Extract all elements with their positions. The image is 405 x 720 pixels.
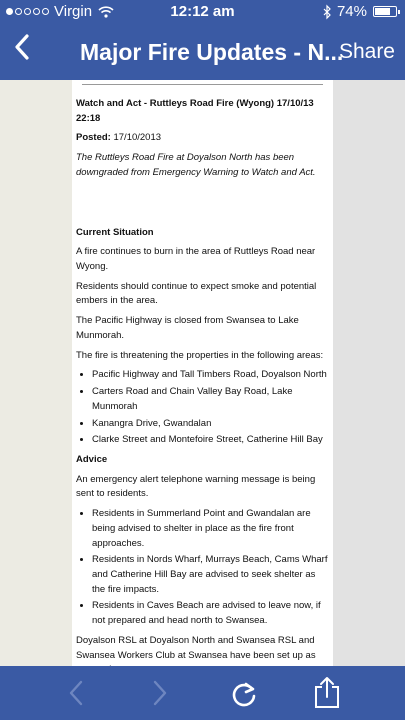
share-icon (314, 676, 340, 708)
posted-date: 17/10/2013 (113, 132, 162, 144)
right-margin (333, 80, 405, 666)
bottom-toolbar (0, 666, 405, 720)
current-situation-heading: Current Situation (76, 226, 154, 238)
advice-intro: An emergency alert telephone warning message is being sent to residents. (76, 473, 316, 500)
list-item: • Residents in Summerland Point and Gwandalan are being advised to shelter in place as the fire front approaches. (92, 507, 329, 551)
situation-paragraph: The fire is threatening the properties in the following areas: (76, 349, 324, 361)
posted-line (76, 131, 329, 146)
navigation-bar (0, 26, 405, 80)
list-item: • Residents in Caves Beach are advised to leave now, if not prepared and head north to Swansea. (92, 599, 329, 628)
arrow-right-icon (152, 680, 168, 706)
article-intro: The Ruttleys Road Fire at Doyalson North has been downgraded from Emergency Warning to Watch and Act. (76, 152, 316, 178)
browser-forward-button[interactable] (152, 680, 168, 710)
share-sheet-button[interactable] (314, 676, 340, 712)
advice-heading: Advice (76, 453, 108, 465)
refresh-icon (230, 680, 258, 708)
article-page (72, 80, 333, 666)
carrier-name: Virgin (54, 3, 93, 20)
bluetooth-icon (323, 5, 331, 19)
list-item: • Kanangra Drive, Gwandalan (92, 417, 329, 432)
arrow-left-icon (68, 680, 84, 706)
posted-label: Posted: (76, 132, 111, 144)
back-button[interactable] (14, 34, 30, 68)
closing-paragraph: Doyalson RSL at Doyalson North and Swansea RSL and Swansea Workers Club at Swansea have been set up as (76, 634, 316, 661)
situation-paragraph: Residents should continue to expect smoke and potential embers in the area. (76, 280, 317, 307)
list-item: • Pacific Highway and Tall Timbers Road, Doyalson North (92, 368, 329, 383)
left-margin (0, 80, 72, 666)
situation-paragraph: The Pacific Highway is closed from Swansea to Lake Munmorah. (76, 315, 299, 341)
list-item: • Clarke Street and Montefoire Street, Catherine Hill Bay (92, 433, 329, 448)
situation-paragraph: A fire continues to burn in the area of Ruttleys Road near Wyong. (76, 246, 316, 273)
page-title: Major Fire Updates - N... (80, 39, 344, 65)
status-bar (0, 0, 405, 24)
battery-icon (373, 6, 397, 17)
share-button[interactable]: Share (338, 40, 395, 63)
refresh-button[interactable] (230, 680, 258, 712)
threatened-areas-list (76, 368, 329, 448)
clock: 12:12 am (170, 3, 235, 20)
chevron-left-icon (14, 34, 30, 60)
browser-back-button[interactable] (68, 680, 84, 710)
battery-percent: 74% (336, 3, 367, 20)
list-item: • Residents in Nords Wharf, Murrays Beach, Cams Wharf and Catherine Hill Bay are advised to seek shelter as the fire impacts. (92, 553, 329, 597)
web-content[interactable] (0, 80, 405, 666)
advice-list (76, 507, 329, 629)
article-headline: Watch and Act - Ruttleys Road Fire (Wyong) 17/10/13 22:18 (76, 98, 314, 124)
list-item: • Carters Road and Chain Valley Bay Road, Lake Munmorah (92, 385, 329, 414)
divider (82, 80, 323, 85)
top-bar (0, 0, 405, 80)
